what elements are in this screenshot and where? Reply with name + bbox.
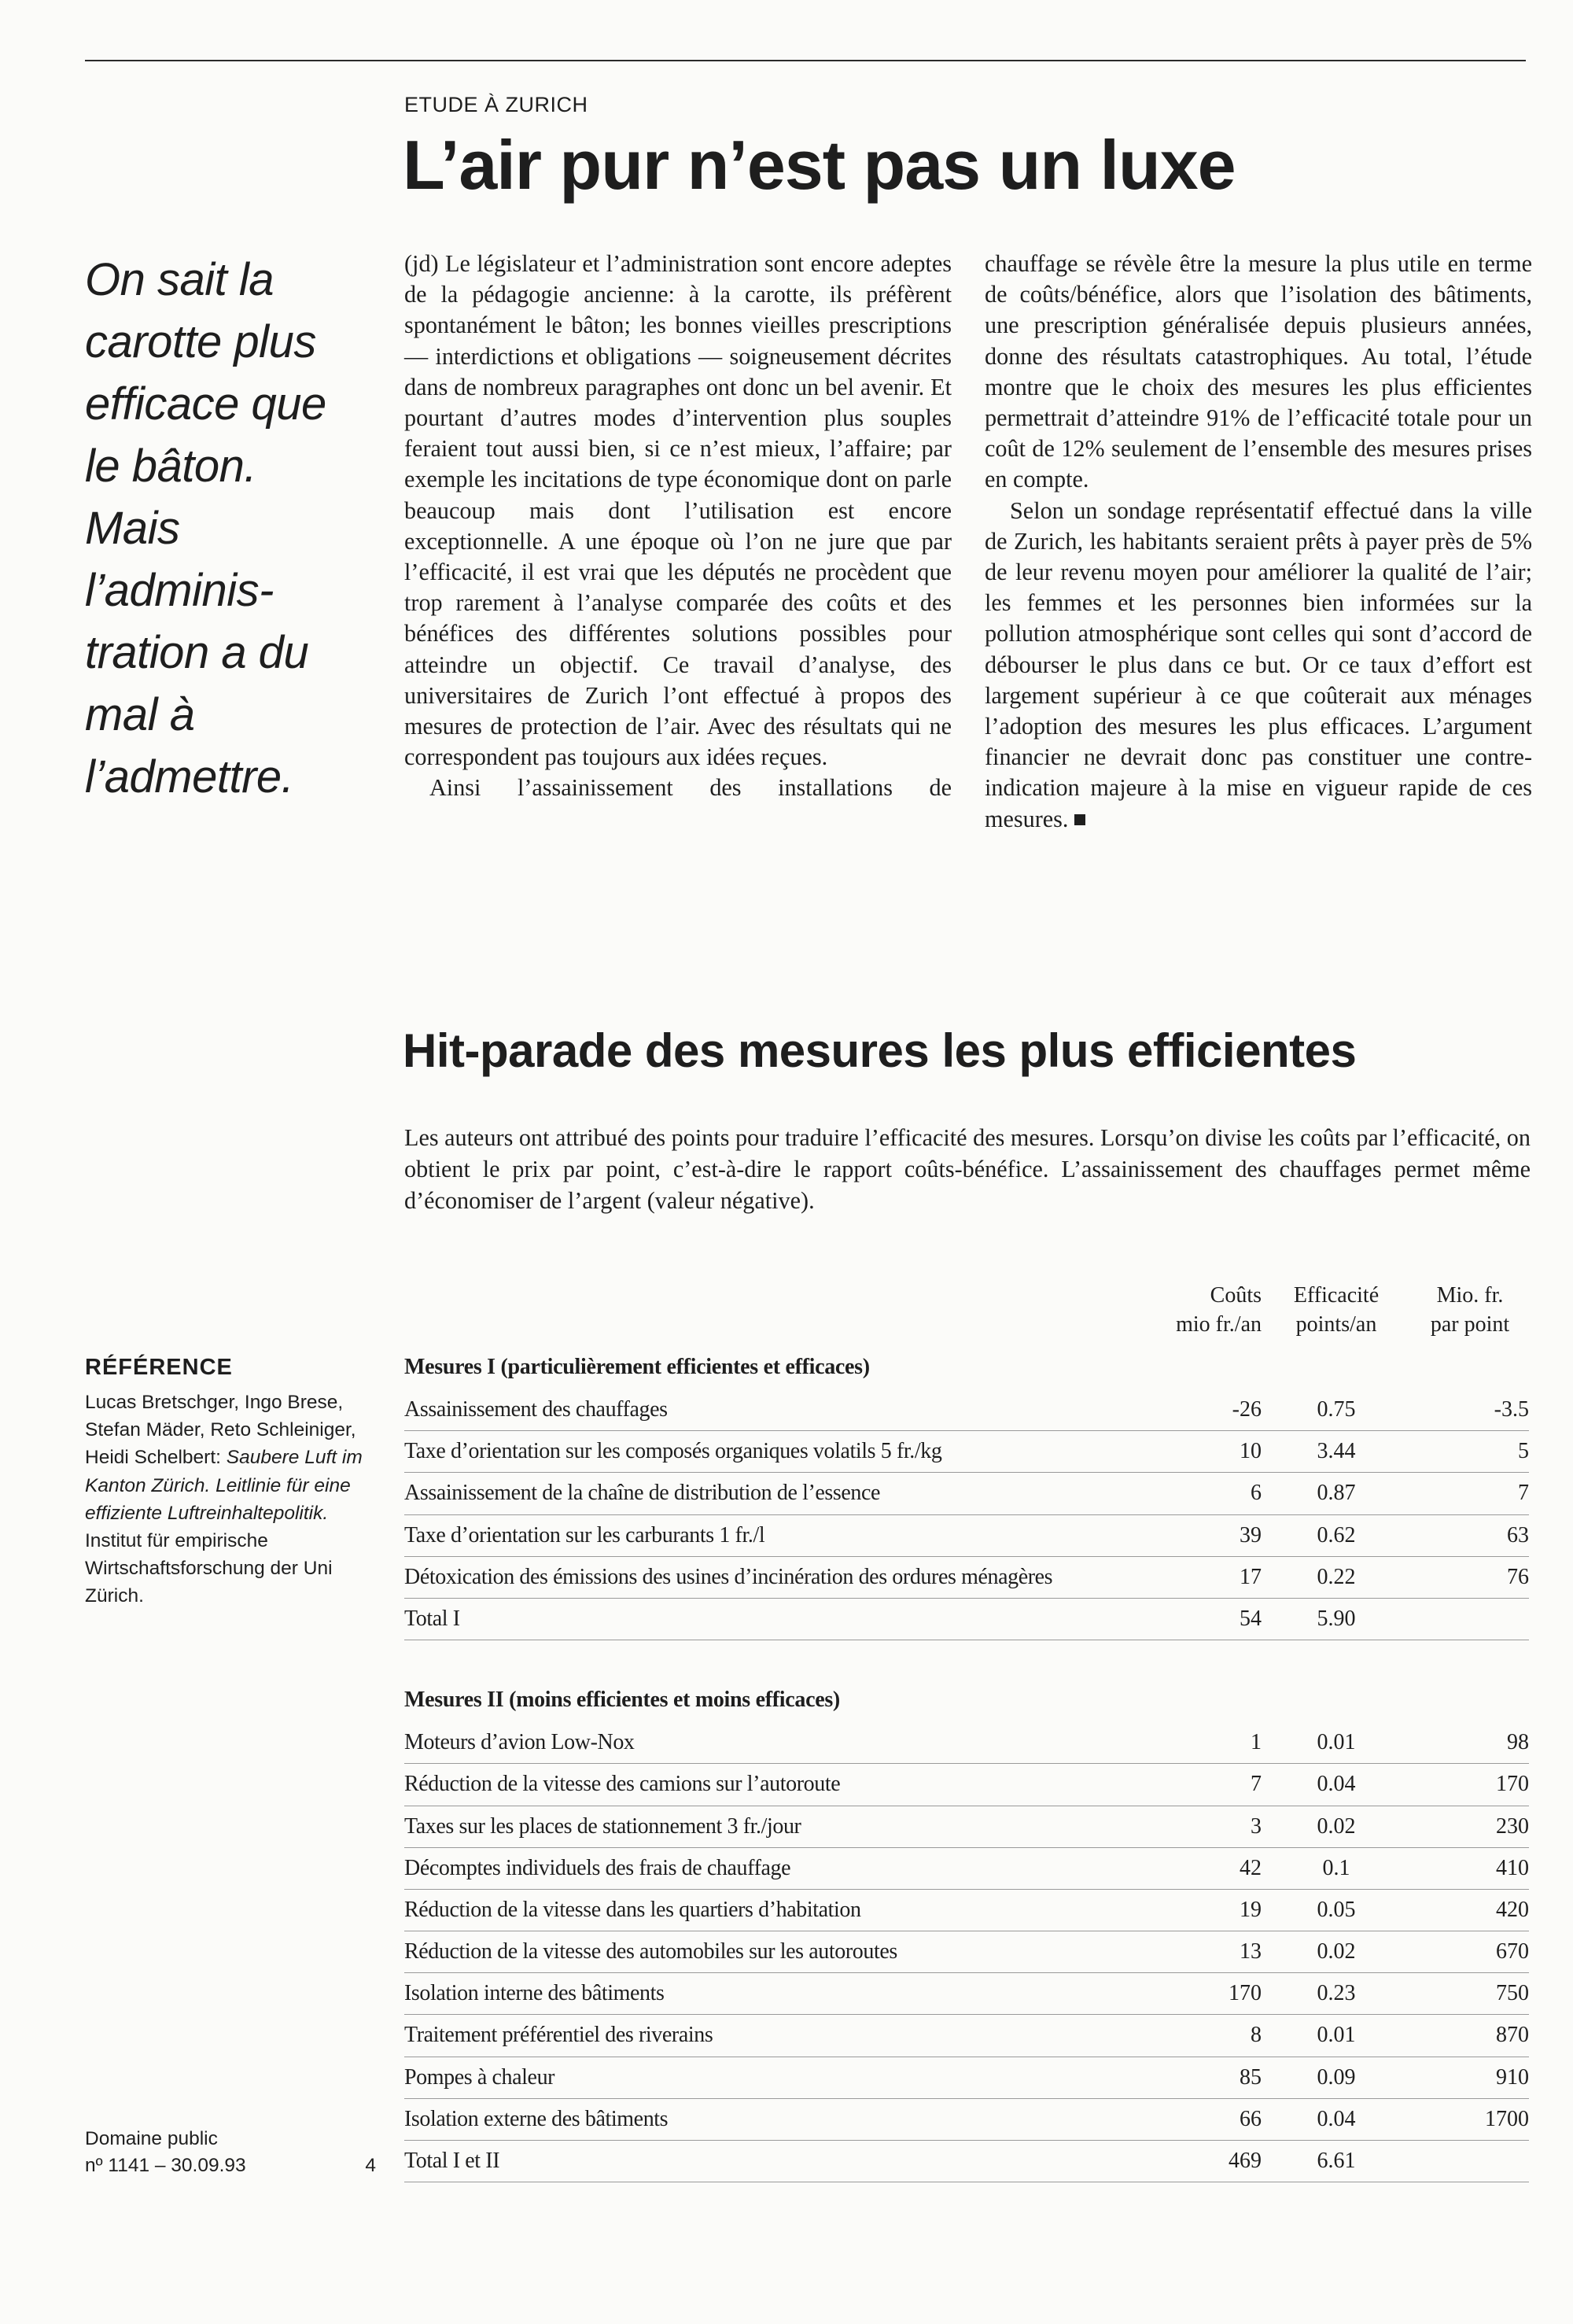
cell-cost: 66	[1240, 2106, 1262, 2131]
group-title: Mesures I (particulièrement efficientes et efficaces)	[404, 1355, 870, 1379]
cell-measure: Isolation interne des bâtiments	[404, 1981, 665, 2006]
table-row	[404, 2099, 1529, 2141]
cell-efficiency: 0.87	[1317, 1481, 1356, 1506]
cell-cost: -26	[1232, 1397, 1262, 1422]
column-header-line: mio fr./an	[1176, 1312, 1262, 1337]
pull-quote-line: Mais	[85, 503, 180, 554]
cell-cost: 3	[1251, 1813, 1262, 1839]
table-row	[404, 2015, 1529, 2057]
column-header-line: points/an	[1295, 1312, 1377, 1337]
cell-efficiency: 0.01	[1317, 1730, 1356, 1755]
table-row	[404, 1431, 1529, 1473]
cell-cost: 170	[1229, 1981, 1262, 2006]
group-gap	[404, 1640, 1529, 1683]
cell-efficiency: 0.02	[1317, 1813, 1356, 1839]
table-row	[404, 1973, 1529, 2015]
cell-measure: Détoxication des émissions des usines d’incinération des ordures ménagères	[404, 1564, 1053, 1589]
article-paragraph: chauffage se révèle être la mesure la plus utile en terme de coûts/bénéfice, alors que l’isolation des bâtiments, une prescription généralisée depuis plusieurs années, donne des résultats catastrophiques. Au total, l’étude montre que le choix des mesures les plus efficientes permettrait d’atteindre 91% de l’efficacité totale pour un coût de 12% seulement de l’ensemble des mesures prises en compte.	[985, 250, 1532, 493]
cell-efficiency: 0.23	[1317, 1981, 1356, 2006]
cell-cost: 10	[1240, 1439, 1262, 1464]
cell-measure: Taxes sur les places de stationnement 3 fr./jour	[404, 1813, 801, 1839]
cell-efficiency: 0.1	[1322, 1855, 1350, 1880]
table-row	[404, 2141, 1529, 2182]
table-row	[404, 1764, 1529, 1806]
group-rows	[404, 1722, 1529, 2182]
top-rule	[85, 60, 1526, 61]
cell-cost: 39	[1240, 1522, 1262, 1547]
table-row	[404, 1722, 1529, 1764]
table-row	[404, 1806, 1529, 1848]
cell-measure: Assainissement des chauffages	[404, 1397, 668, 1422]
table-row	[404, 1473, 1529, 1514]
table-row	[404, 1890, 1529, 1931]
column-header-line: Efficacité	[1293, 1283, 1380, 1308]
reference-body	[85, 1389, 368, 1610]
pull-quote-line: le bâton.	[85, 441, 257, 492]
table-header	[404, 1281, 1529, 1344]
article-column-right	[985, 249, 1532, 835]
table-section-title: Hit-parade des mesures les plus efficientes	[403, 1024, 1357, 1077]
headline: L’air pur n’est pas un luxe	[403, 126, 1236, 204]
pull-quote	[85, 249, 368, 808]
pull-quote-line: efficace que	[85, 378, 326, 430]
page-number: 4	[365, 2155, 376, 2176]
cell-efficiency: 0.02	[1317, 1939, 1356, 1964]
table-intro: Les auteurs ont attribué des points pour traduire l’efficacité des mesures. Lorsqu’on divise les coûts par l’efficacité, on obtient le prix par point, c’est-à-dire le rapport coûts-bénéfice. L’assainissement des chauffages permet même d’économiser de l’argent (valeur négative).	[404, 1124, 1531, 1214]
cell-efficiency: 0.09	[1317, 2064, 1356, 2090]
reference-title: RÉFÉRENCE	[85, 1355, 233, 1380]
cell-price-per-point: 420	[1496, 1897, 1529, 1922]
column-header-efficiency	[1277, 1281, 1395, 1339]
cell-measure: Moteurs d’avion Low-Nox	[404, 1730, 635, 1755]
cell-measure: Décomptes individuels des frais de chauffage	[404, 1855, 791, 1880]
table-row	[404, 1848, 1529, 1890]
cell-efficiency: 0.05	[1317, 1897, 1356, 1922]
pull-quote-line: l’adminis-	[85, 565, 274, 616]
cell-efficiency: 0.01	[1317, 2023, 1356, 2048]
table-row	[404, 1931, 1529, 1973]
cell-price-per-point: 870	[1496, 2023, 1529, 2048]
cell-cost: 6	[1251, 1481, 1262, 1506]
cell-cost: 42	[1240, 1855, 1262, 1880]
pull-quote-line: carotte plus	[85, 316, 316, 367]
pull-quote-line: On sait la	[85, 254, 274, 305]
end-of-article-mark	[1074, 814, 1085, 825]
cell-measure: Assainissement de la chaîne de distribution de l’essence	[404, 1481, 881, 1506]
cell-measure: Total I et II	[404, 2149, 500, 2173]
article-paragraph	[985, 496, 1532, 835]
cell-measure: Réduction de la vitesse dans les quartiers d’habitation	[404, 1897, 861, 1922]
cell-cost: 19	[1240, 1897, 1262, 1922]
cell-price-per-point: 410	[1496, 1855, 1529, 1880]
cell-cost: 85	[1240, 2064, 1262, 2090]
cell-efficiency: 5.90	[1317, 1606, 1356, 1631]
table-row	[404, 1389, 1529, 1431]
column-header-line: Mio. fr.	[1436, 1283, 1504, 1308]
cell-measure: Pompes à chaleur	[404, 2064, 555, 2090]
cell-price-per-point: 1700	[1485, 2106, 1529, 2131]
column-header-cost	[1120, 1281, 1262, 1339]
column-header-line: Coûts	[1210, 1283, 1262, 1308]
cell-price-per-point: 5	[1518, 1439, 1529, 1464]
cell-cost: 469	[1229, 2149, 1262, 2173]
pull-quote-line: l’admettre.	[85, 751, 294, 802]
cell-efficiency: 0.04	[1317, 2106, 1356, 2131]
cell-efficiency: 3.44	[1317, 1439, 1356, 1464]
article-paragraph: Ainsi l’assainissement des installations de	[429, 774, 952, 802]
cell-efficiency: 0.75	[1317, 1397, 1356, 1422]
cell-cost: 54	[1240, 1606, 1262, 1631]
cell-cost: 17	[1240, 1564, 1262, 1589]
cell-price-per-point: 670	[1496, 1939, 1529, 1964]
cell-price-per-point: 750	[1496, 1981, 1529, 2006]
cell-measure: Isolation externe des bâtiments	[404, 2106, 669, 2131]
cell-cost: 1	[1251, 1730, 1262, 1755]
cell-efficiency: 0.62	[1317, 1522, 1356, 1547]
cell-measure: Taxe d’orientation sur les composés organiques volatils 5 fr./kg	[404, 1439, 942, 1464]
cell-price-per-point: 63	[1507, 1522, 1529, 1547]
cell-cost: 13	[1240, 1939, 1262, 1964]
cell-cost: 7	[1251, 1772, 1262, 1797]
cell-price-per-point: 910	[1496, 2064, 1529, 2090]
cell-measure: Traitement préférentiel des riverains	[404, 2023, 713, 2048]
pull-quote-line: tration a du	[85, 627, 309, 678]
page-footer	[85, 2126, 376, 2179]
cell-price-per-point: 170	[1496, 1772, 1529, 1797]
table-row	[404, 1515, 1529, 1557]
cell-price-per-point: 98	[1507, 1730, 1529, 1755]
issue-info: nº 1141 – 30.09.93	[85, 2155, 246, 2176]
cell-measure: Total I	[404, 1606, 460, 1631]
article-paragraph: (jd) Le législateur et l’administration sont encore adeptes de la pédagogie ancienne: à la carotte, ils préfèrent spontanément le bâton; les bonnes vieilles prescriptions — interdictions et obligations — soigneusement décrites dans de nombreux paragraphes ont donc un bel avenir. Et pourtant d’autres modes d’intervention plus souples feraient tout aussi bien, si ce n’est mieux, l’affaire; par exemple les incitations de type économique dont on parle beaucoup mais dont l’utilisation est encore exceptionnelle. A une époque où l’on ne jure que par l’efficacité, il est vrai que les députés ne procèdent que trop rarement à l’analyse comparée des coûts et des bénéfices des différentes solutions possibles pour atteindre un objectif. Ce travail d’analyse, des universitaires de Zurich l’ont effectué à propos des mesures de protection de l’air. Avec des résultats qui ne correspondent pas toujours aux idées reçues.	[404, 250, 952, 771]
cell-measure: Réduction de la vitesse des automobiles sur les autoroutes	[404, 1939, 897, 1964]
column-header-price-per-point	[1411, 1281, 1529, 1339]
cell-efficiency: 0.22	[1317, 1564, 1356, 1589]
reference-publisher: Institut für empirische Wirtschaftsforschung der Uni Zürich.	[85, 1530, 333, 1607]
cell-efficiency: 0.04	[1317, 1772, 1356, 1797]
group-title: Mesures II (moins efficientes et moins efficaces)	[404, 1688, 840, 1713]
cell-price-per-point: 7	[1518, 1481, 1529, 1506]
cell-price-per-point: -3.5	[1494, 1397, 1529, 1422]
table-row	[404, 2057, 1529, 2099]
article-paragraph-text: Selon un sondage représentatif effectué dans la ville de Zurich, les habitants seraient prêts à payer près de 5% de leur revenu moyen pour améliorer la qualité de l’air; les femmes et les personnes bien informées sur la pollution atmosphérique sont celles qui sont d’accord de débourser le plus dans ce but. Or ce taux d’effort est largement supérieur à ce que coûterait aux ménages l’adoption des mesures les plus efficaces. L’argument financier ne devrait donc pas constituer une contre-indication majeure à la mise en vigueur rapide de ces mesures.	[985, 496, 1532, 832]
table-row	[404, 1557, 1529, 1599]
cell-price-per-point: 76	[1507, 1564, 1529, 1589]
cell-efficiency: 6.61	[1317, 2149, 1356, 2173]
publication-name: Domaine public	[85, 2128, 218, 2149]
pull-quote-line: mal à	[85, 689, 195, 740]
reference-authors: Lucas Bretschger, Ingo Brese, Stefan Mäder, Reto Schleiniger, Heidi Schelbert:	[85, 1392, 356, 1469]
measures-table	[404, 1350, 1529, 2182]
column-header-line: par point	[1430, 1312, 1510, 1337]
cell-measure: Taxe d’orientation sur les carburants 1 fr./l	[404, 1522, 765, 1547]
cell-cost: 8	[1251, 2023, 1262, 2048]
reference-work-title: Saubere Luft im Kanton Zürich. Leitlinie für eine effiziente Luftreinhaltepolitik.	[85, 1447, 363, 1524]
cell-measure: Réduction de la vitesse des camions sur l’autoroute	[404, 1772, 841, 1797]
cell-price-per-point: 230	[1496, 1813, 1529, 1839]
table-row	[404, 1599, 1529, 1640]
article-column-left	[404, 249, 952, 804]
reference-box	[85, 1355, 368, 1610]
kicker: ETUDE À ZURICH	[404, 93, 588, 116]
group-rows	[404, 1389, 1529, 1640]
